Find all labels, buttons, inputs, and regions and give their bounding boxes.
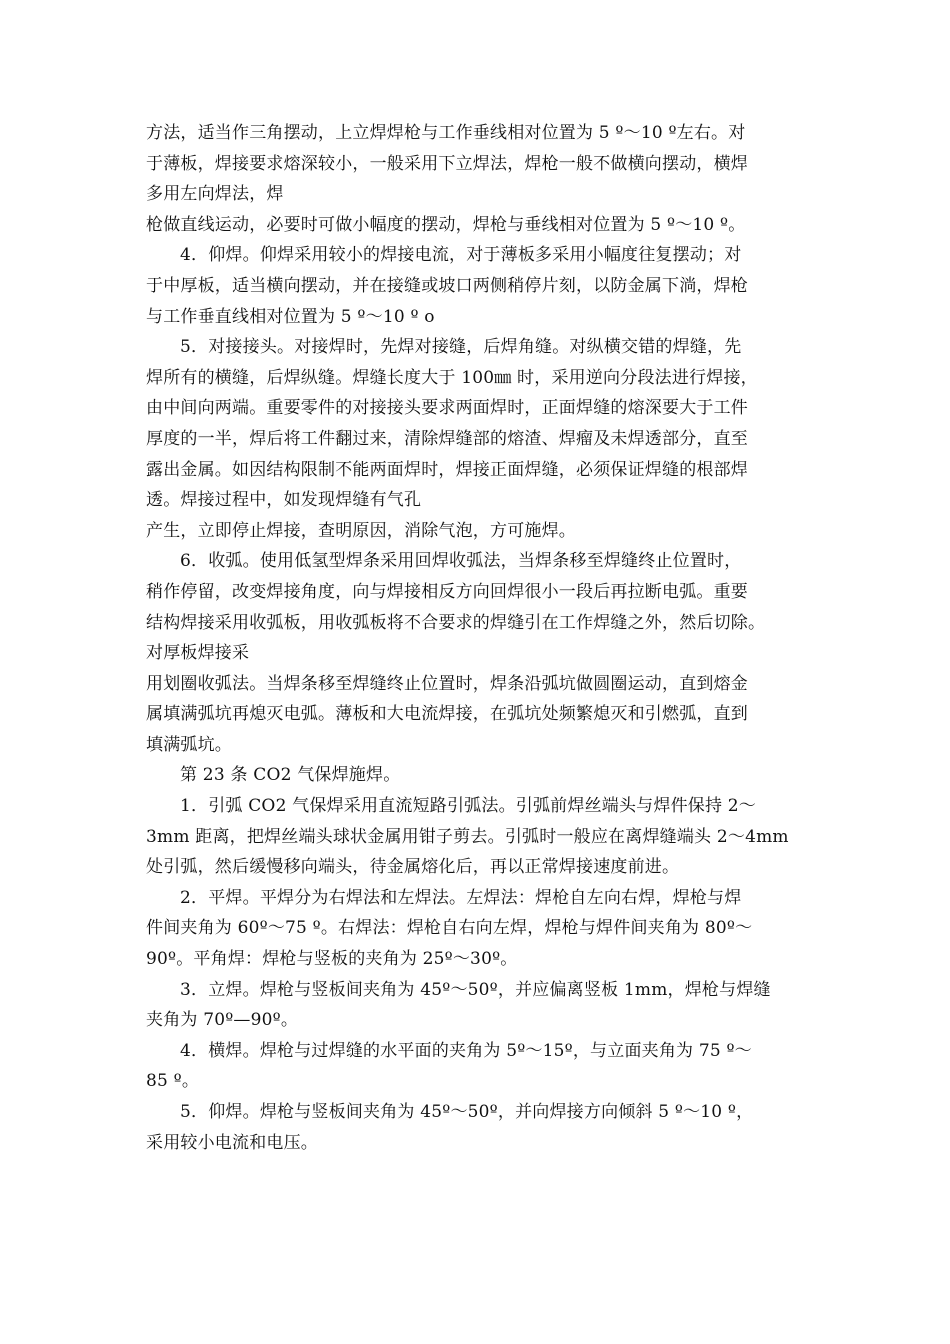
text-line: 与工作垂直线相对位置为 5 º～10 º o <box>146 306 435 327</box>
body-text <box>146 118 810 1158</box>
text-line: 3．立焊。焊枪与竖板间夹角为 45º～50º，并应偏离竖板 1mm，焊枪与焊缝 <box>180 979 771 1000</box>
text-line: 3mm 距离，把焊丝端头球状金属用钳子剪去。引弧时一般应在离焊缝端头 2～4mm <box>146 826 789 847</box>
text-line: 结构焊接采用收弧板，用收弧板将不合要求的焊缝引在工作焊缝之外，然后切除。 <box>146 612 766 633</box>
text-line: 第 23 条 CO2 气保焊施焊。 <box>180 765 401 786</box>
text-line: 焊所有的横缝，后焊纵缝。焊缝长度大于 100㎜ 时，采用逆向分段法进行焊接， <box>146 367 758 388</box>
text-line: 对厚板焊接采 <box>146 643 250 664</box>
text-line: 采用较小电流和电压。 <box>146 1132 318 1153</box>
text-line: 于薄板，焊接要求熔深较小，一般采用下立焊法，焊枪一般不做横向摆动，横焊 <box>146 153 748 174</box>
text-line: 4．横焊。焊枪与过焊缝的水平面的夹角为 5º～15º，与立面夹角为 75 º～ <box>180 1040 752 1061</box>
text-line: 90º。平角焊：焊枪与竖板的夹角为 25º～30º。 <box>146 949 518 970</box>
text-line: 多用左向焊法，焊 <box>146 184 284 205</box>
text-line: 5．对接接头。对接焊时，先焊对接缝，后焊角缝。对纵横交错的焊缝，先 <box>180 337 742 358</box>
text-line: 露出金属。如因结构限制不能两面焊时，焊接正面焊缝，必须保证焊缝的根部焊 <box>146 459 748 480</box>
text-line: 件间夹角为 60º～75 º。右焊法：焊枪自右向左焊，焊枪与焊件间夹角为 80º～ <box>146 918 753 939</box>
text-line: 4．仰焊。仰焊采用较小的焊接电流，对于薄板多采用小幅度往复摆动；对 <box>180 245 742 266</box>
text-line: 产生，立即停止焊接，查明原因，消除气泡，方可施焊。 <box>146 520 576 541</box>
text-line: 属填满弧坑再熄灭电弧。薄板和大电流焊接，在弧坑处频繁熄灭和引燃弧，直到 <box>146 704 748 725</box>
text-line: 2．平焊。平焊分为右焊法和左焊法。左焊法：焊枪自左向右焊，焊枪与焊 <box>180 887 742 908</box>
text-line: 稍作停留，改变焊接角度，向与焊接相反方向回焊很小一段后再拉断电弧。重要 <box>146 581 748 602</box>
text-line: 1．引弧 CO2 气保焊采用直流短路引弧法。引弧前焊丝端头与焊件保持 2～ <box>180 796 757 817</box>
text-line: 厚度的一半，焊后将工件翻过来，清除焊缝部的熔渣、焊瘤及未焊透部分，直至 <box>146 428 748 449</box>
text-line: 用划圈收弧法。当焊条移至焊缝终止位置时，焊条沿弧坑做圆圈运动，直到熔金 <box>146 673 748 694</box>
text-line: 5．仰焊。焊枪与竖板间夹角为 45º～50º，并向焊接方向倾斜 5 º～10 º， <box>180 1102 754 1122</box>
text-line: 于中厚板，适当横向摆动，并在接缝或坡口两侧稍停片刻，以防金属下淌，焊枪 <box>146 275 748 296</box>
text-line: 处引弧，然后缓慢移向端头，待金属熔化后，再以正常焊接速度前进。 <box>146 857 680 878</box>
text-line: 填满弧坑。 <box>146 734 232 755</box>
text-line: 6．收弧。使用低氢型焊条采用回焊收弧法，当焊条移至焊缝终止位置时， <box>180 551 742 572</box>
text-line: 85 º。 <box>146 1071 200 1092</box>
text-line: 由中间向两端。重要零件的对接接头要求两面焊时，正面焊缝的熔深要大于工件 <box>146 398 748 419</box>
text-line: 方法，适当作三角摆动，上立焊焊枪与工作垂线相对位置为 5 º～10 º左右。对 <box>146 123 746 143</box>
text-line: 透。焊接过程中，如发现焊缝有气孔 <box>146 490 422 511</box>
text-line: 夹角为 70º—90º。 <box>146 1010 299 1031</box>
text-line: 枪做直线运动，必要时可做小幅度的摆动，焊枪与垂线相对位置为 5 º～10 º。 <box>146 214 746 235</box>
